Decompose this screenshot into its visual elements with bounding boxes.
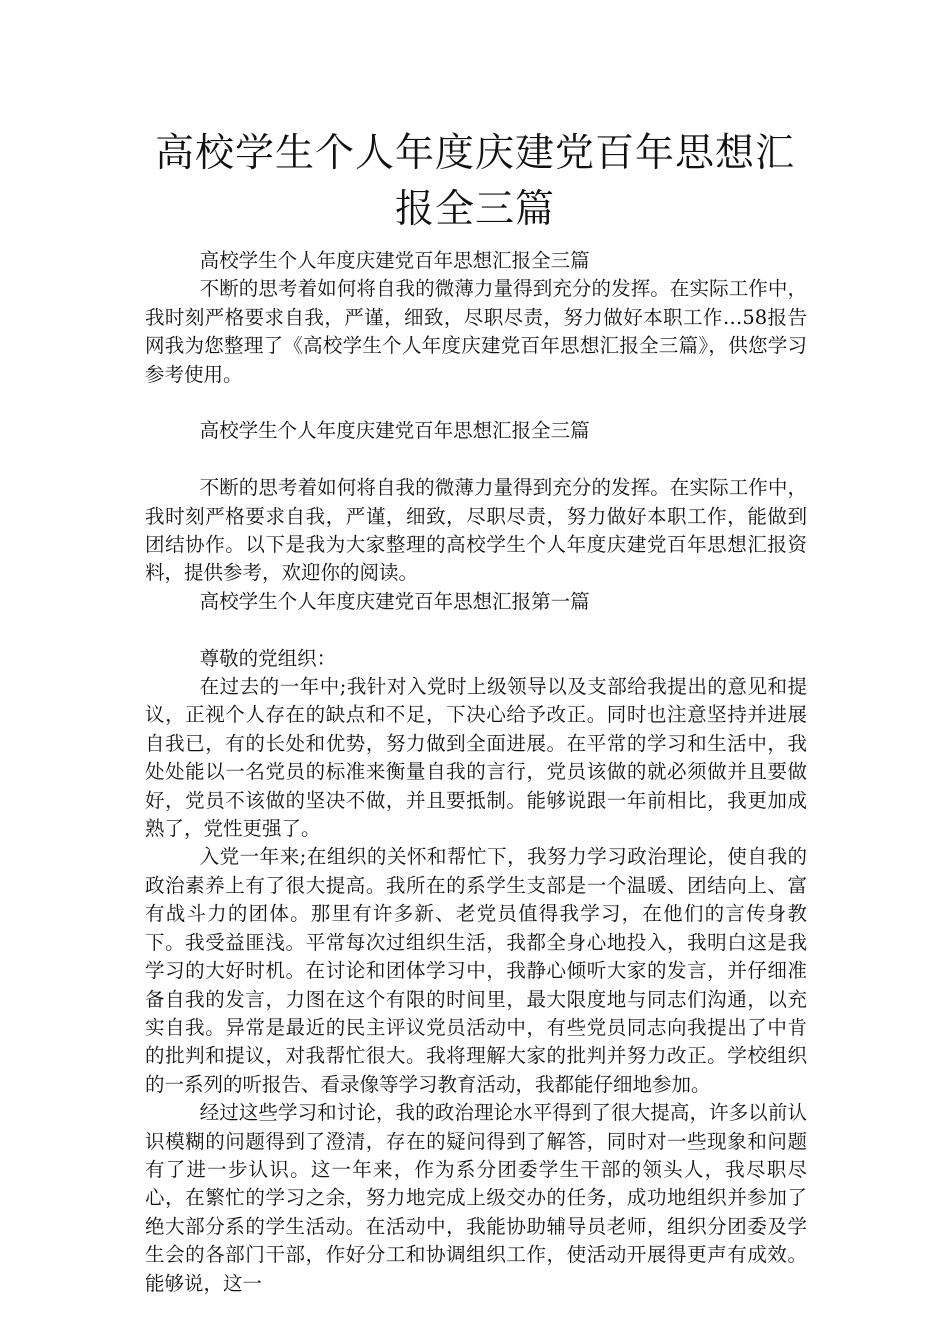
body-paragraph: 经过这些学习和讨论，我的政治理论水平得到了很大提高，许多以前认识模糊的问题得到了澄清，存在的疑问得到了解答，同时对一些现象和问题有了进一步认识。这一年来，作为系分团委学生干部的领头人，我尽职尽心，在繁忙的学习之余，努力地完成上级交办的任务，成功地组织并参加了绝大部分系的学生活动。在活动中，我能协助辅导员老师，组织分团委及学生会的各部门干部，作好分工和协调组织工作，使活动开展得更声有成效。能够说，这一 xyxy=(145,1101,807,1295)
document-body xyxy=(145,247,807,1298)
repeat-heading: 高校学生个人年度庆建党百年思想汇报全三篇 xyxy=(199,419,590,443)
section-heading: 高校学生个人年度庆建党百年思想汇报第一篇 xyxy=(199,589,590,613)
salutation: 尊敬的党组织： xyxy=(199,646,337,670)
body-paragraph: 在过去的一年中;我针对入党时上级领导以及支部给我提出的意见和提议，正视个人存在的缺点和不足，下决心给予改正。同时也注意坚持并进展自我已，有的长处和优势，努力做到全面进展。在平常的学习和生活中，我处处能以一名党员的标准来衡量自我的言行，党员该做的就必须做并且要做好，党员不该做的坚决不做，并且要抵制。能够说跟一年前相比，我更加成熟了，党性更强了。 xyxy=(145,675,807,841)
document-title: 高校学生个人年度庆建党百年思想汇报全三篇 xyxy=(154,131,795,232)
blank-line xyxy=(145,389,807,417)
body-paragraph: 入党一年来;在组织的关怀和帮忙下，我努力学习政治理论，使自我的政治素养上有了很大提高。我所在的系学生支部是一个温暖、团结向上、富有战斗力的团体。那里有许多新、老党员值得我学习，在他们的言传身教下。我受益匪浅。平常每次过组织生活，我都全身心地投入，我明白这是我学习的大好时机。在讨论和团体学习中，我静心倾听大家的发言，并仔细准备自我的发言，力图在这个有限的时间里，最大限度地与同志们沟通，以充实自我。异常是最近的民主评议党员活动中，有些党员同志向我提出了中肯的批判和提议，对我帮忙很大。我将理解大家的批判并努力改正。学校组织的一系列的听报告、看录像等学习教育活动，我都能仔细地参加。 xyxy=(145,845,807,1096)
intro-paragraph: 不断的思考着如何将自我的微薄力量得到充分的发挥。在实际工作中，我时刻严格要求自我，严谨，细致，尽职尽责，努力做好本职工作…58报告网我为您整理了《高校学生个人年度庆建党百年思想汇报全三篇》，供您学习参考使用。 xyxy=(145,277,807,386)
intro-heading: 高校学生个人年度庆建党百年思想汇报全三篇 xyxy=(199,249,590,272)
blank-line xyxy=(145,616,807,644)
blank-line xyxy=(145,446,807,474)
summary-paragraph: 不断的思考着如何将自我的微薄力量得到充分的发挥。在实际工作中，我时刻严格要求自我，严谨，细致，尽职尽责，努力做好本职工作，能做到团结协作。以下是我为大家整理的高校学生个人年度庆建党百年思想汇报资料，提供参考，欢迎你的阅读。 xyxy=(145,476,807,585)
